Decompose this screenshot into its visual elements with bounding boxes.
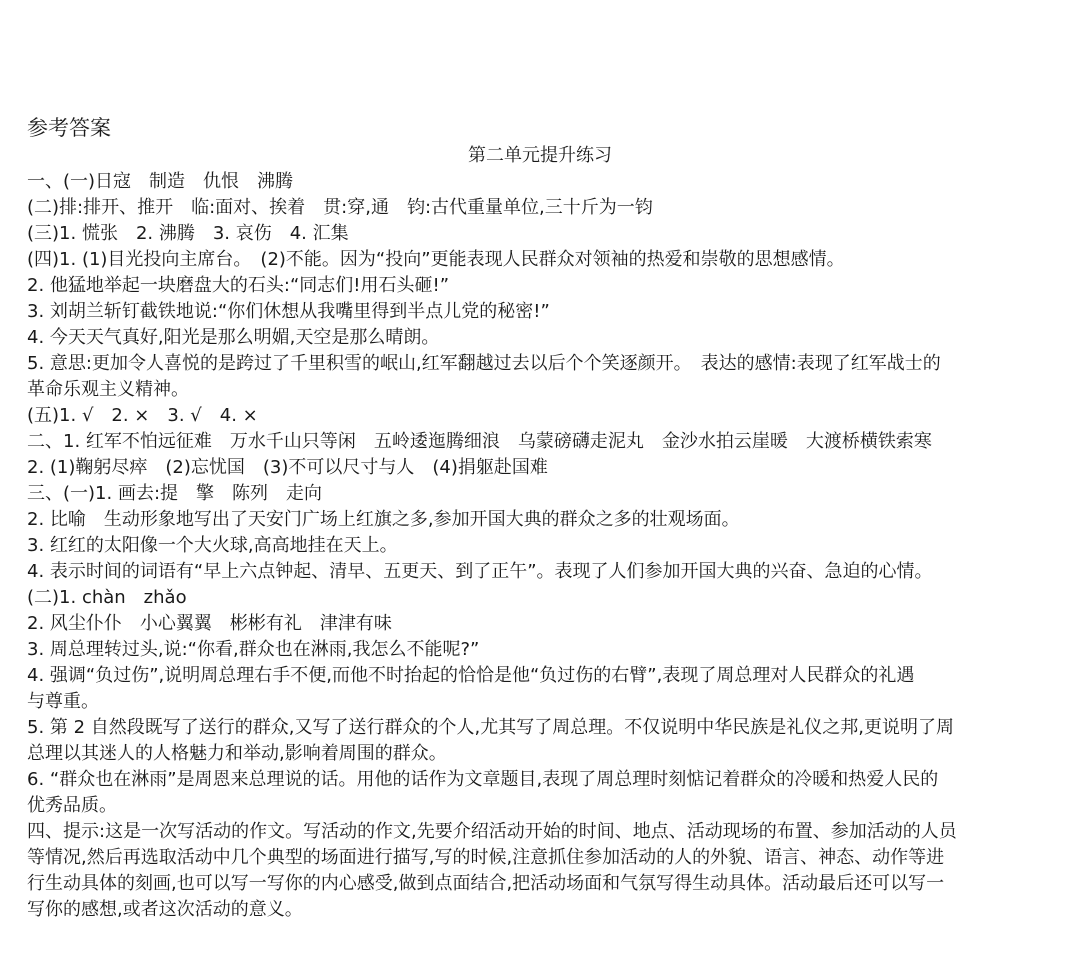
answer-line: 2. 风尘仆仆 小心翼翼 彬彬有礼 津津有味 (27, 613, 392, 634)
answer-line: 2. 他猛地举起一块磨盘大的石头:“同志们!用石头砸!” (27, 275, 450, 296)
answer-line: 3. 红红的太阳像一个大火球,高高地挂在天上。 (27, 535, 398, 556)
answer-line: 5. 第 2 自然段既写了送行的群众,又写了送行群众的个人,尤其写了周总理。不仅说明中华民族是礼仪之邦,更说明了周 (27, 717, 954, 738)
answer-line: (五)1. √ 2. × 3. √ 4. × (27, 405, 258, 426)
page-title: 参考答案 (27, 116, 111, 140)
answer-line: (二)1. chàn zhǎo (27, 587, 187, 608)
answer-line: (三)1. 慌张 2. 沸腾 3. 哀伤 4. 汇集 (27, 223, 349, 244)
unit-title: 第二单元提升练习 (468, 145, 612, 166)
answer-line: 2. (1)鞠躬尽瘁 (2)忘忧国 (3)不可以尺寸与人 (4)捐躯赴国难 (27, 457, 548, 478)
answer-line: (四)1. (1)目光投向主席台。 (2)不能。因为“投向”更能表现人民群众对领袖的热爱和崇敬的思想感情。 (27, 249, 845, 270)
answer-line: 4. 今天天气真好,阳光是那么明媚,天空是那么晴朗。 (27, 327, 440, 348)
answer-line: 3. 刘胡兰斩钉截铁地说:“你们休想从我嘴里得到半点儿党的秘密!” (27, 301, 550, 322)
answer-line: 三、(一)1. 画去:提 擎 陈列 走向 (27, 483, 323, 504)
answer-line: 6. “群众也在淋雨”是周恩来总理说的话。用他的话作为文章题目,表现了周总理时刻惦记着群众的冷暖和热爱人民的 (27, 769, 939, 790)
answer-line: 3. 周总理转过头,说:“你看,群众也在淋雨,我怎么不能呢?” (27, 639, 480, 660)
answer-line: 总理以其迷人的人格魅力和举动,影响着周围的群众。 (27, 743, 447, 764)
answer-line: 写你的感想,或者这次活动的意义。 (27, 899, 303, 920)
answer-line: 与尊重。 (27, 691, 99, 712)
answer-line: 四、提示:这是一次写活动的作文。写活动的作文,先要介绍活动开始的时间、地点、活动现场的布置、参加活动的人员 (27, 821, 957, 842)
answer-line: 优秀品质。 (27, 795, 117, 816)
answer-line: 4. 强调“负过伤”,说明周总理右手不便,而他不时抬起的恰恰是他“负过伤的右臂”,表现了周总理对人民群众的礼遇 (27, 665, 915, 686)
answer-line: 二、1. 红军不怕远征难 万水千山只等闲 五岭逶迤腾细浪 乌蒙磅礴走泥丸 金沙水拍云崖暖 大渡桥横铁索寒 (27, 431, 932, 452)
answer-line: 行生动具体的刻画,也可以写一写你的内心感受,做到点面结合,把活动场面和气氛写得生动具体。活动最后还可以写一 (27, 873, 945, 894)
answer-line: (二)排:排开、推开 临:面对、挨着 贯:穿,通 钧:古代重量单位,三十斤为一钧 (27, 197, 653, 218)
answer-line: 等情况,然后再选取活动中几个典型的场面进行描写,写的时候,注意抓住参加活动的人的外貌、语言、神态、动作等进 (27, 847, 945, 868)
answer-line: 5. 意思:更加令人喜悦的是跨过了千里积雪的岷山,红军翻越过去以后个个笑逐颜开。 表达的感情:表现了红军战士的 (27, 353, 941, 374)
answer-line: 4. 表示时间的词语有“早上六点钟起、清早、五更天、到了正午”。表现了人们参加开国大典的兴奋、急迫的心情。 (27, 561, 933, 582)
answer-line: 一、(一)日寇 制造 仇恨 沸腾 (27, 171, 294, 192)
answer-line: 2. 比喻 生动形象地写出了天安门广场上红旗之多,参加开国大典的群众之多的壮观场面。 (27, 509, 740, 530)
answer-line: 革命乐观主义精神。 (27, 379, 189, 400)
